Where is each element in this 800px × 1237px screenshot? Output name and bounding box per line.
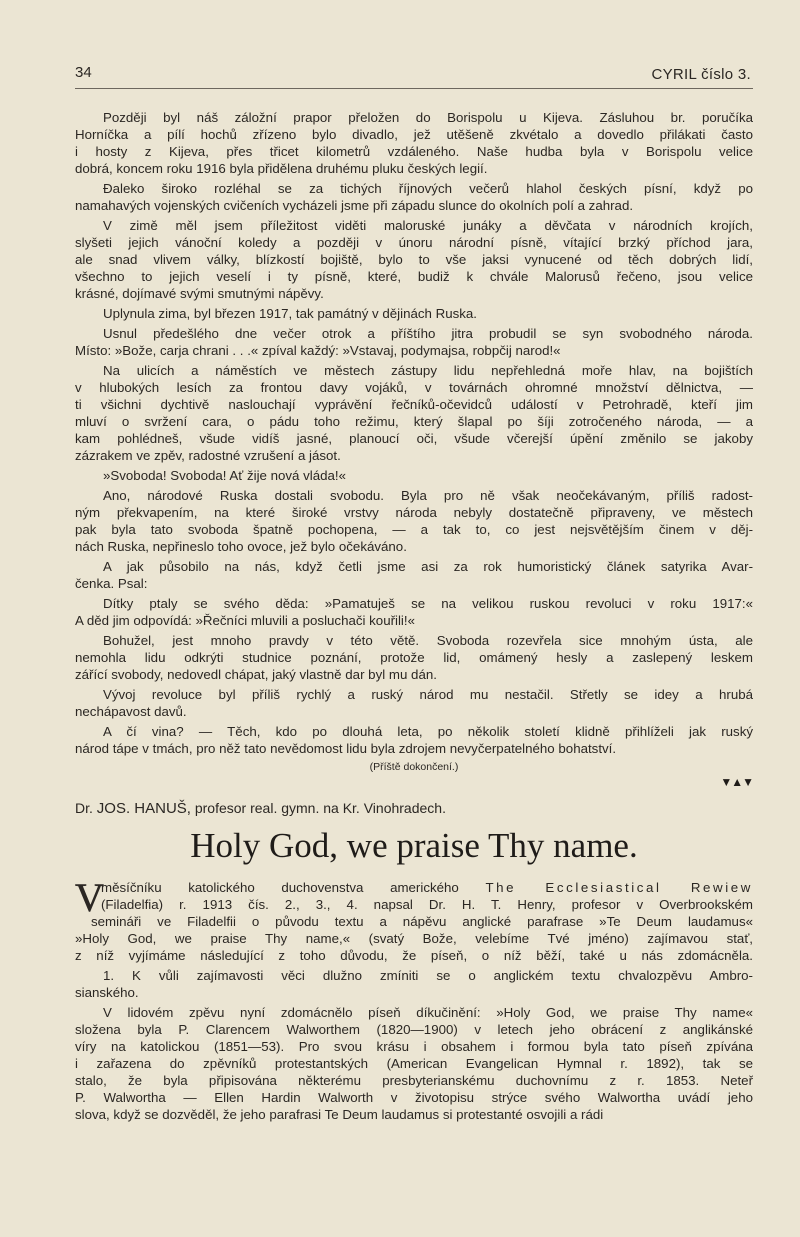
- text-line: »Holy God, we praise Thy name,« (svatý Bože, velebíme Tvé jméno) zajímavou stať,: [75, 931, 753, 946]
- text-line: nách Ruska, nepřineslo toho ovoce, jež bylo očekáváno.: [75, 539, 407, 554]
- text-line: ným překvapením, na které široké vrstvy národa nebyly dostatečně připraveny, ve městech: [75, 505, 753, 520]
- text-line: kam pohlédneš, všude vidíš jasné, planoucí oči, všude včerejší úpění změnilo se jakoby: [75, 431, 753, 446]
- paragraph: [75, 686, 753, 720]
- text-line: v hlubokých lesích za frontou davy vojáků, v továrnách ohromné množství dělnictva, —: [75, 380, 753, 395]
- text-line: slyšeti jejich vánoční koledy a později v únoru národní písně, vítající brzký příchod jara,: [75, 235, 753, 250]
- paragraph: [75, 467, 753, 484]
- text-line: slova, když se dozvěděl, že jeho parafrasi Te Deum laudamus si protestanté osvojili a rádi: [75, 1107, 604, 1122]
- text-line: Vývoj revoluce byl příliš rychlý a ruský národ mu nestačil. Střetly se idey a hrubá: [103, 687, 753, 702]
- journal-name: The Ecclesiastical Rewiew: [485, 880, 753, 895]
- text-line: krásné, dojímavé svými smutnými nápěvy.: [75, 286, 324, 301]
- author-title: profesor real. gymn. na Kr. Vinohradech.: [194, 800, 446, 816]
- paragraph: [75, 723, 753, 757]
- continued-note: (Příště dokončení.): [369, 761, 459, 773]
- text-line: Ðaleko široko rozléhal se za tichých říjnových večerů hlahol českých písní, když po: [103, 181, 753, 196]
- text-line: Na ulicích a náměstích ve městech zástupy lidu nepřehledná moře hlav, na bojištích: [103, 363, 753, 378]
- text-line: nechápavost davů.: [75, 704, 187, 719]
- text-line: Ano, národové Ruska dostali svobodu. Byla pro ně však neočekávaným, příliš radost-: [103, 488, 753, 503]
- text-line: zázrakem ve zpěv, radostné vzrušení a jásot.: [75, 448, 341, 463]
- text-line: ale snad vlivem války, blízkostí bojiště, bylo to vše jaksi vynucené od těch dobrých lidí,: [75, 252, 753, 267]
- text-line: A jak působilo na nás, když četli jsme asi za rok humoristický článek satyrika Avar-: [103, 559, 753, 574]
- text-line: Uplynula zima, byl březen 1917, tak památný v dějinách Ruska.: [103, 306, 477, 321]
- drop-cap: V: [75, 875, 104, 920]
- article-2-body: [75, 875, 753, 1123]
- article-1-body: [75, 106, 753, 789]
- text-line: namahavých vojenských cvičeních vycházeli jsme při západu slunce do okolních polí a zahrad.: [75, 198, 634, 213]
- paragraph: [75, 558, 753, 592]
- text-line: nemohla lidu odkrýti studnice poznání, protože lid, omámený hesly a zaslepený leskem: [75, 650, 753, 665]
- text-line: 1. K vůli zajímavosti věci dlužno zmíniti se o anglickém textu chvalozpěvu Ambro-: [103, 968, 753, 983]
- text-line: všechno to jejich veselí i ty písně, které, budiž k chvále Malorusů řečeno, jsou velice: [75, 269, 753, 284]
- text-line: V lidovém zpěvu nyní zdomácnělo píseň díkučinění: »Holy God, we praise Thy name«: [103, 1005, 753, 1020]
- text-line: A čí vina? — Těch, kdo po dlouhá leta, po několik století klidně přihlíželi jak ruský: [103, 724, 753, 739]
- paragraph: [75, 595, 753, 629]
- text-line: národ tápe v tmách, pro něž tato nevědomost lidu byla zdrojem nevyčerpatelného bohatství.: [75, 741, 617, 756]
- text-line: pak byla tato svoboda špatně pochopena, — a tak to, co jest nejsvětějším činem v děj-: [75, 522, 753, 537]
- text-line: Horníčka a pílí hochů zřízeno bylo divadlo, jež utěšeně zkvétalo a dovedlo přilákati často: [75, 127, 753, 142]
- text-line: ti všichni dychtivě naslouchají vyprávění řečníků-očevidců událostí v Petrohradě, kteří jim: [75, 397, 753, 412]
- paragraph: [75, 967, 753, 1001]
- article-2-title: Holy God, we praise Thy name.: [190, 826, 638, 865]
- paragraph: [75, 305, 753, 322]
- text-line: víry na katolickou (1851—53). Pro svou krásu i obsahem i formou byla tato píseň zpívána: [75, 1039, 753, 1054]
- paragraph: [75, 109, 753, 177]
- text-line: Bohužel, jest mnoho pravdy v této větě. Svoboda rozevřela sice mnohým ústa, ale: [103, 633, 753, 648]
- text-line: zářící svobody, nedovedl chápat, jaký vlastně dar byl mu dán.: [75, 667, 437, 682]
- text-line-part: měsíčníku katolického duchovenstva amerického: [101, 880, 459, 895]
- paragraph: [75, 325, 753, 359]
- paragraph: [75, 217, 753, 302]
- text-line: sianského.: [75, 985, 139, 1000]
- text-line: »Svoboda! Svoboda! Ať žije nová vláda!«: [103, 468, 347, 483]
- paragraph: [75, 487, 753, 555]
- text-line: složena byla P. Clarencem Walworthem (1820—1900) v letech jeho obrácení z anglikánské: [75, 1022, 753, 1037]
- intro-paragraph: [75, 875, 753, 964]
- text-line: dobrá, koncem roku 1916 byla přidělena druhému pluku českých legií.: [75, 161, 488, 176]
- page-header: [75, 62, 753, 89]
- author-prefix: Dr.: [75, 800, 93, 816]
- article-2-byline: [75, 800, 446, 817]
- text-line: i zařazena do zpěvníků protestantských (American Evangelican Hymnal r. 1892), tak se: [75, 1056, 753, 1071]
- text-line: A děd jim odpovídá: »Řečníci mluvili a posluchači kouřili!«: [75, 613, 415, 628]
- author-name: JOS. HANUŠ,: [96, 800, 191, 817]
- running-title: CYRIL číslo 3.: [651, 66, 751, 83]
- text-line: čenka. Psal:: [75, 576, 148, 591]
- text-line: stalo, že byla připisována některému presbyterianskému duchovnímu z r. 1853. Neteř: [75, 1073, 753, 1088]
- text-line: Dítky ptaly se svého děda: »Pamatuješ se na velikou ruskou revoluci v roku 1917:«: [103, 596, 753, 611]
- paragraph: [75, 180, 753, 214]
- text-line: semináři ve Filadelfii o původu textu a nápěvu anglické parafrase »Te Deum laudamus«: [91, 914, 753, 929]
- paragraph: [75, 1004, 753, 1123]
- text-line: V zimě měl jsem příležitost viděti maloruské junáky a děvčata v národních krojích,: [103, 218, 753, 233]
- text-line: i hosty z Kijeva, přes třicet kilometrů vzdáleného. Naše hudba byla v Borispolu velice: [75, 144, 753, 159]
- page-number: 34: [75, 64, 92, 81]
- paragraph: [75, 632, 753, 683]
- paragraph: [75, 362, 753, 464]
- text-line: mluví o svržení cara, o pádu toho režimu, který šlapal po šíji zotročeného národa, — a: [75, 414, 753, 429]
- text-line: Usnul předešlého dne večer otrok a příštího jitra probudil se syn svobodného národa.: [103, 326, 753, 341]
- text-line: [75, 879, 753, 896]
- text-line: P. Walwortha — Ellen Hardin Walworth v životopisu strýce svého Walwortha uvádí jeho: [75, 1090, 753, 1105]
- section-ornament: ▼▲▼: [720, 775, 753, 789]
- text-line: z níž vyjímáme následující z toho důvodu, že píseň, o níž běží, také u nás zdomácněla.: [75, 948, 753, 963]
- text-line: Místo: »Bože, carja chrani . . .« zpíval každý: »Vstavaj, podymajsa, robpčij narod!«: [75, 343, 561, 358]
- text-line: Později byl náš záložní prapor přeložen do Borispolu u Kijeva. Zásluhou br. poručíka: [103, 110, 753, 125]
- text-line: (Filadelfia) r. 1913 čís. 2., 3., 4. napsal Dr. H. T. Henry, profesor v Overbrookském: [101, 897, 753, 912]
